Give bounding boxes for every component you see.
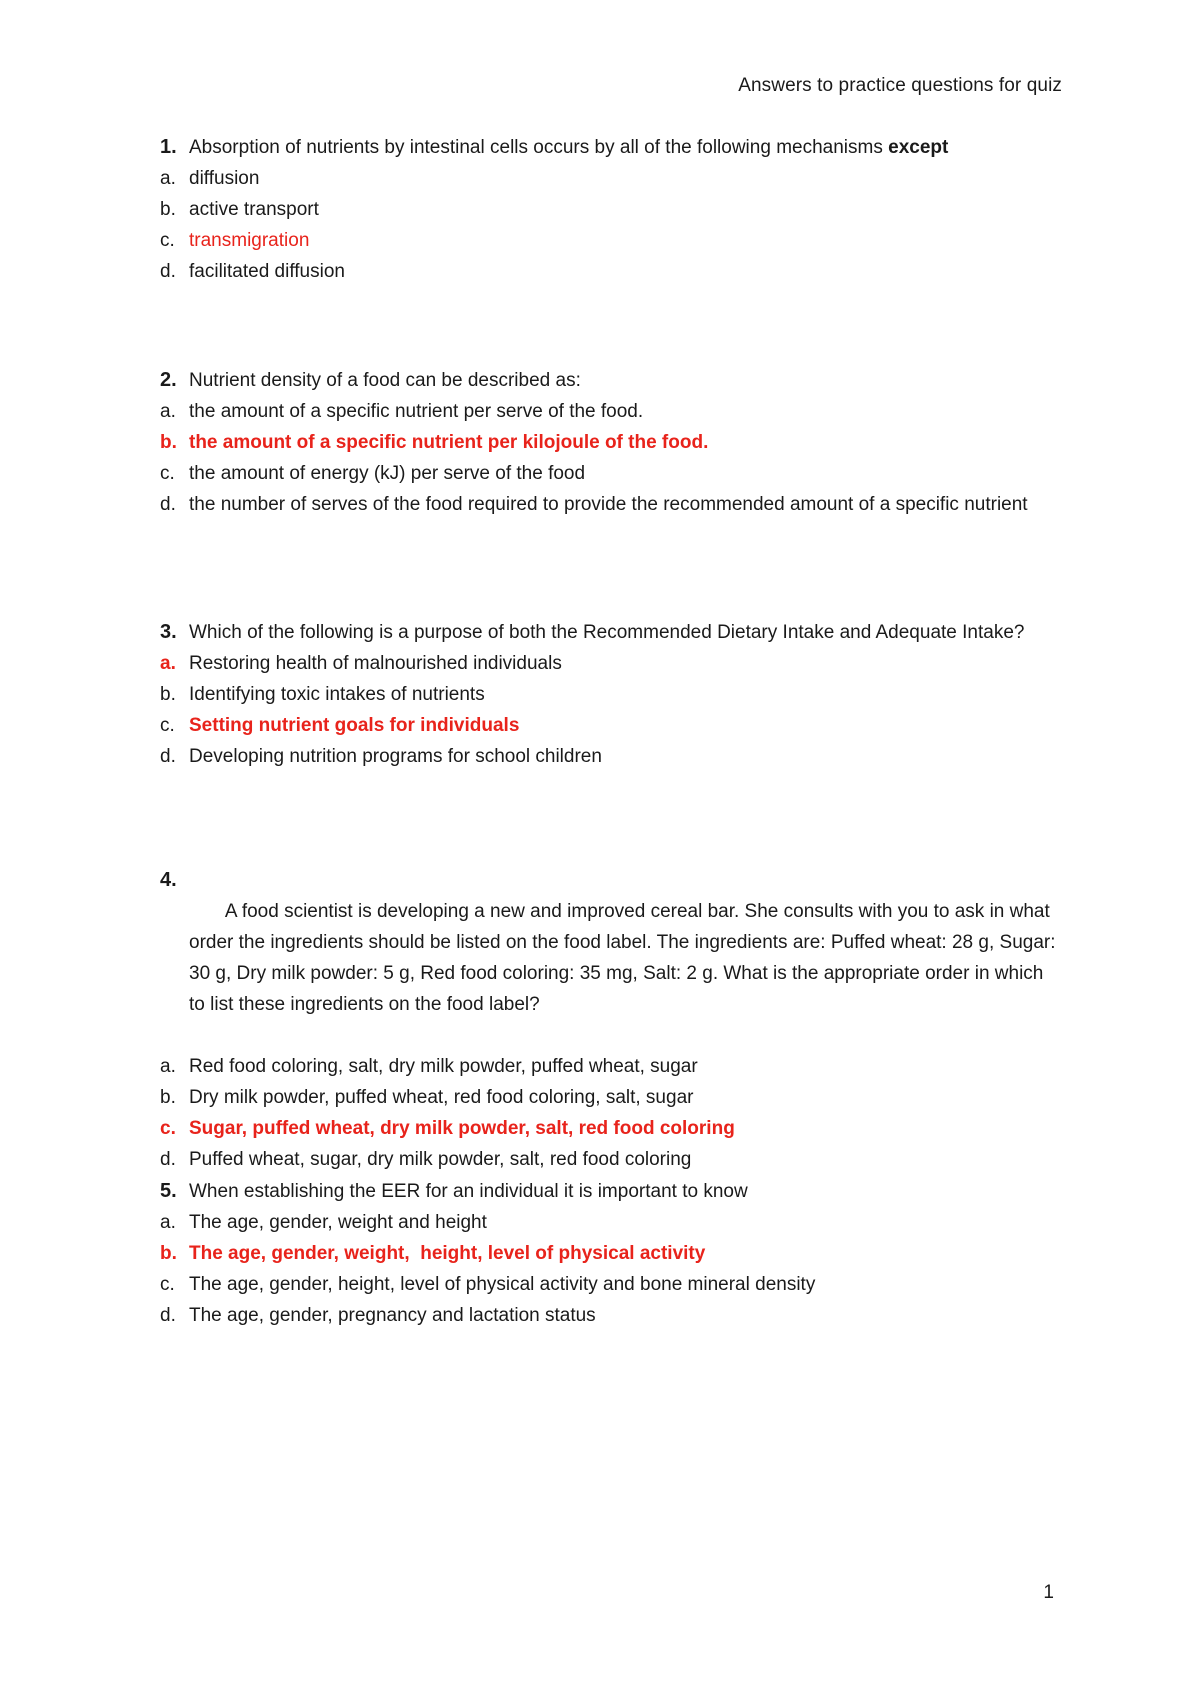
question-text: 3. Which of the following is a purpose of both the Recommended Dietary Intake and Adequate Intake? bbox=[160, 617, 1060, 648]
question-number: 3. bbox=[160, 621, 177, 643]
question-number: 1. bbox=[160, 136, 177, 158]
option-a: a. The age, gender, weight and height bbox=[160, 1212, 487, 1233]
option-b: b. Dry milk powder, puffed wheat, red food coloring, salt, sugar bbox=[160, 1087, 694, 1108]
option-c-correct-answer: c. Sugar, puffed wheat, dry milk powder, salt, red food coloring bbox=[160, 1118, 735, 1139]
option-d: d. The age, gender, pregnancy and lactation status bbox=[160, 1305, 596, 1326]
page-header: Answers to practice questions for quiz bbox=[738, 75, 1062, 96]
option-b-correct-answer: b. The age, gender, weight, height, level of physical activity bbox=[160, 1243, 706, 1264]
option-c: c. The age, gender, height, level of physical activity and bone mineral density bbox=[160, 1274, 816, 1295]
option-d: d. the number of serves of the food required to provide the recommended amount of a specific nutrient bbox=[160, 494, 1028, 515]
option-c: c. the amount of energy (kJ) per serve of the food bbox=[160, 463, 586, 484]
option-c-correct-answer: c. Setting nutrient goals for individuals bbox=[160, 715, 520, 736]
option-c-correct-answer: c. transmigration bbox=[160, 230, 310, 251]
option-b: b. active transport bbox=[160, 199, 319, 220]
option-a: a. the amount of a specific nutrient per serve of the food. bbox=[160, 401, 644, 422]
question-text: 4. A food scientist is developing a new and improved cereal bar. She consults with you to ask in what order the ingredients should be listed on the food label. The ingredients are: Puffed wheat: 28 g, Sugar: 30 g, Dry milk powder: 5 g, Red food coloring: 35 mg, Salt: 2 g. What is the appropriate order in which to list these ingredients on the food label? bbox=[160, 865, 1060, 1051]
question-2 bbox=[160, 365, 1060, 520]
option-a: a. Red food coloring, salt, dry milk powder, puffed wheat, sugar bbox=[160, 1056, 698, 1077]
question-4 bbox=[160, 865, 1060, 1175]
option-a: a. Restoring health of malnourished individuals bbox=[160, 653, 562, 674]
question-text: 1. Absorption of nutrients by intestinal cells occurs by all of the following mechanisms except bbox=[160, 132, 1060, 163]
emphasis-except: except bbox=[888, 137, 949, 158]
question-1 bbox=[160, 132, 1060, 287]
option-a: a. diffusion bbox=[160, 168, 260, 189]
option-b-correct-answer: b. the amount of a specific nutrient per kilojoule of the food. bbox=[160, 432, 709, 453]
question-text: 5. When establishing the EER for an individual it is important to know bbox=[160, 1176, 1060, 1207]
option-d: d. Puffed wheat, sugar, dry milk powder, salt, red food coloring bbox=[160, 1149, 692, 1170]
question-5 bbox=[160, 1176, 1060, 1331]
option-b: b. Identifying toxic intakes of nutrients bbox=[160, 684, 485, 705]
option-d: d. Developing nutrition programs for school children bbox=[160, 746, 602, 767]
question-3 bbox=[160, 617, 1060, 772]
question-number: 4. bbox=[160, 869, 177, 891]
question-text: 2. Nutrient density of a food can be described as: bbox=[160, 365, 1060, 396]
page-number: 1 bbox=[1043, 1582, 1054, 1603]
question-number: 5. bbox=[160, 1180, 177, 1202]
option-d: d. facilitated diffusion bbox=[160, 261, 345, 282]
question-number: 2. bbox=[160, 369, 177, 391]
